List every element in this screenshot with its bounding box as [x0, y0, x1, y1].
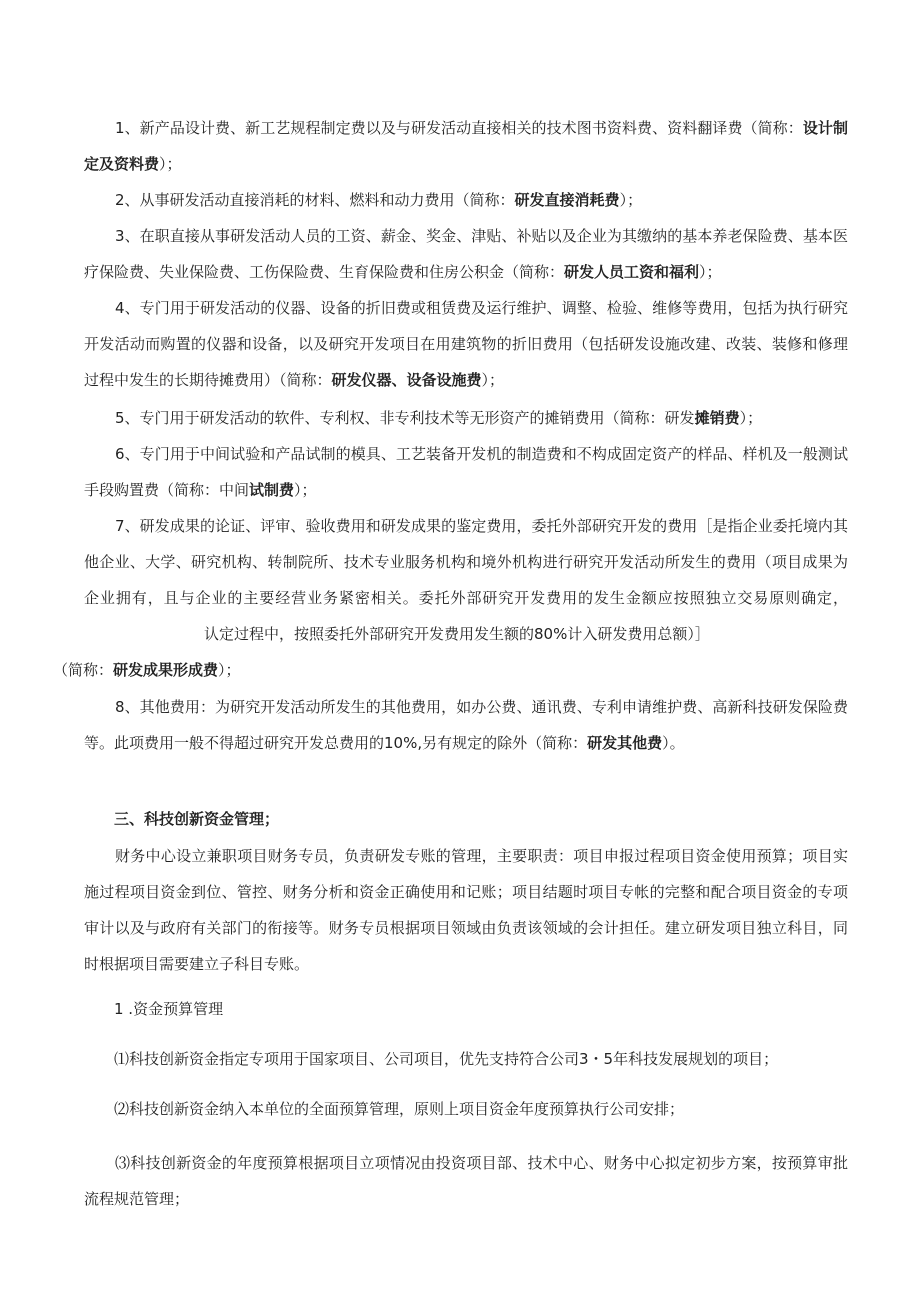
expense-item-5 [84, 400, 848, 436]
item-2-text: 2、从事研发活动直接消耗的材料、燃料和动力费用（简称： [115, 191, 515, 209]
item-1-short-name: 设计制定及资料费 [84, 119, 848, 173]
item-7-short-prefix: （简称： [53, 661, 114, 679]
item-6-short-name: 试制费 [249, 481, 295, 499]
expense-item-4 [84, 290, 848, 398]
item-4-short-name: 研发仪器、设备设施费 [331, 371, 482, 389]
section-3-heading: 三、科技创新资金管理； [114, 810, 280, 828]
item-8-short-name: 研发其他费 [587, 734, 663, 752]
item-4-text: 4、专门用于研发活动的仪器、设备的折旧费或租赁费及运行维护、调整、检验、维修等费用，包括为执行研究开发活动而购置的仪器和设备，以及研究开发项目在用建筑物的折旧费用（包括研发设施改建、改装、装修和修理过程中发生的长期待摊费用）（简称： [84, 299, 848, 389]
item-5-end: ）； [739, 409, 763, 427]
item-5-text: 5、专门用于研发活动的软件、专利权、非专利技术等无形资产的摊销费用（简称：研发 [115, 409, 695, 427]
item-8-end: ）。 [662, 734, 685, 752]
item-7-short-name: 研发成果形成费 [113, 661, 219, 679]
item-1-end: ）； [159, 155, 182, 173]
item-7-text: 7、研发成果的论证、评审、验收费用和研发成果的鉴定费用，委托外部研究开发的费用［是指企业委托境内其他企业、大学、研究机构、转制院所、技术专业服务机构和境外机构进行研究开发活动所发生的费用（项目成果为企业拥有，且与企业的主要经营业务紧密相关。委托外部研究开发费用的发生金额应按照独立交易原则确定， [84, 517, 848, 607]
item-7-text-cont: 认定过程中，按照委托外部研究开发费用发生额的80%计入研发费用总额）］ [204, 625, 710, 643]
expense-item-1 [84, 110, 848, 182]
expense-item-8 [84, 689, 848, 761]
item-2-short-name: 研发直接消耗费 [514, 191, 620, 209]
item-6-end: ）； [294, 481, 317, 499]
item-4-end: ）； [481, 371, 505, 389]
budget-management-title: 1 .资金预算管理 [114, 1000, 224, 1018]
item-5-short-name: 摊销费 [694, 409, 740, 427]
item-3-text: 3、在职直接从事研发活动人员的工资、薪金、奖金、津贴、补贴以及企业为其缴纳的基本养老保险费、基本医疗保险费、失业保险费、工伤保险费、生育保险费和住房公积金（简称： [84, 227, 848, 281]
item-7-end: ）； [218, 661, 241, 679]
item-6-text: 6、专门用于中间试验和产品试制的模具、工艺装备开发机的制造费和不构成固定资产的样品、样机及一般测试手段购置费（简称：中间 [84, 445, 848, 499]
budget-point-3: ⑶科技创新资金的年度预算根据项目立项情况由投资项目部、技术中心、财务中心拟定初步方案，按预算审批流程规范管理； [84, 1154, 848, 1208]
item-2-end: ）； [619, 191, 643, 209]
item-1-text: 1、新产品设计费、新工艺规程制定费以及与研发活动直接相关的技术图书资料费、资料翻译费（简称： [115, 119, 803, 137]
budget-point-1: ⑴科技创新资金指定专项用于国家项目、公司项目，优先支持符合公司3・5年科技发展规划的项目； [114, 1050, 779, 1068]
expense-item-6 [84, 436, 848, 508]
budget-point-2: ⑵科技创新资金纳入本单位的全面预算管理，原则上项目资金年度预算执行公司安排； [114, 1100, 685, 1118]
expense-item-2 [84, 182, 848, 218]
expense-item-3 [84, 218, 848, 290]
expense-item-7 [53, 508, 848, 688]
item-3-end: ）； [699, 263, 722, 281]
item-8-text: 8、其他费用：为研究开发活动所发生的其他费用，如办公费、通讯费、专利申请维护费、高新科技研发保险费等。此项费用一般不得超过研究开发总费用的10%,另有规定的除外（简称： [84, 698, 848, 752]
section-3-body: 财务中心设立兼职项目财务专员，负责研发专账的管理，主要职责：项目申报过程项目资金使用预算；项目实施过程项目资金到位、管控、财务分析和资金正确使用和记账；项目结题时项目专帐的完整和配合项目资金的专项审计以及与政府有关部门的衔接等。财务专员根据项目领域由负责该领域的会计担任。建立研发项目独立科目，同时根据项目需要建立子科目专账。 [84, 847, 848, 973]
item-3-short-name: 研发人员工资和福利 [564, 263, 700, 281]
